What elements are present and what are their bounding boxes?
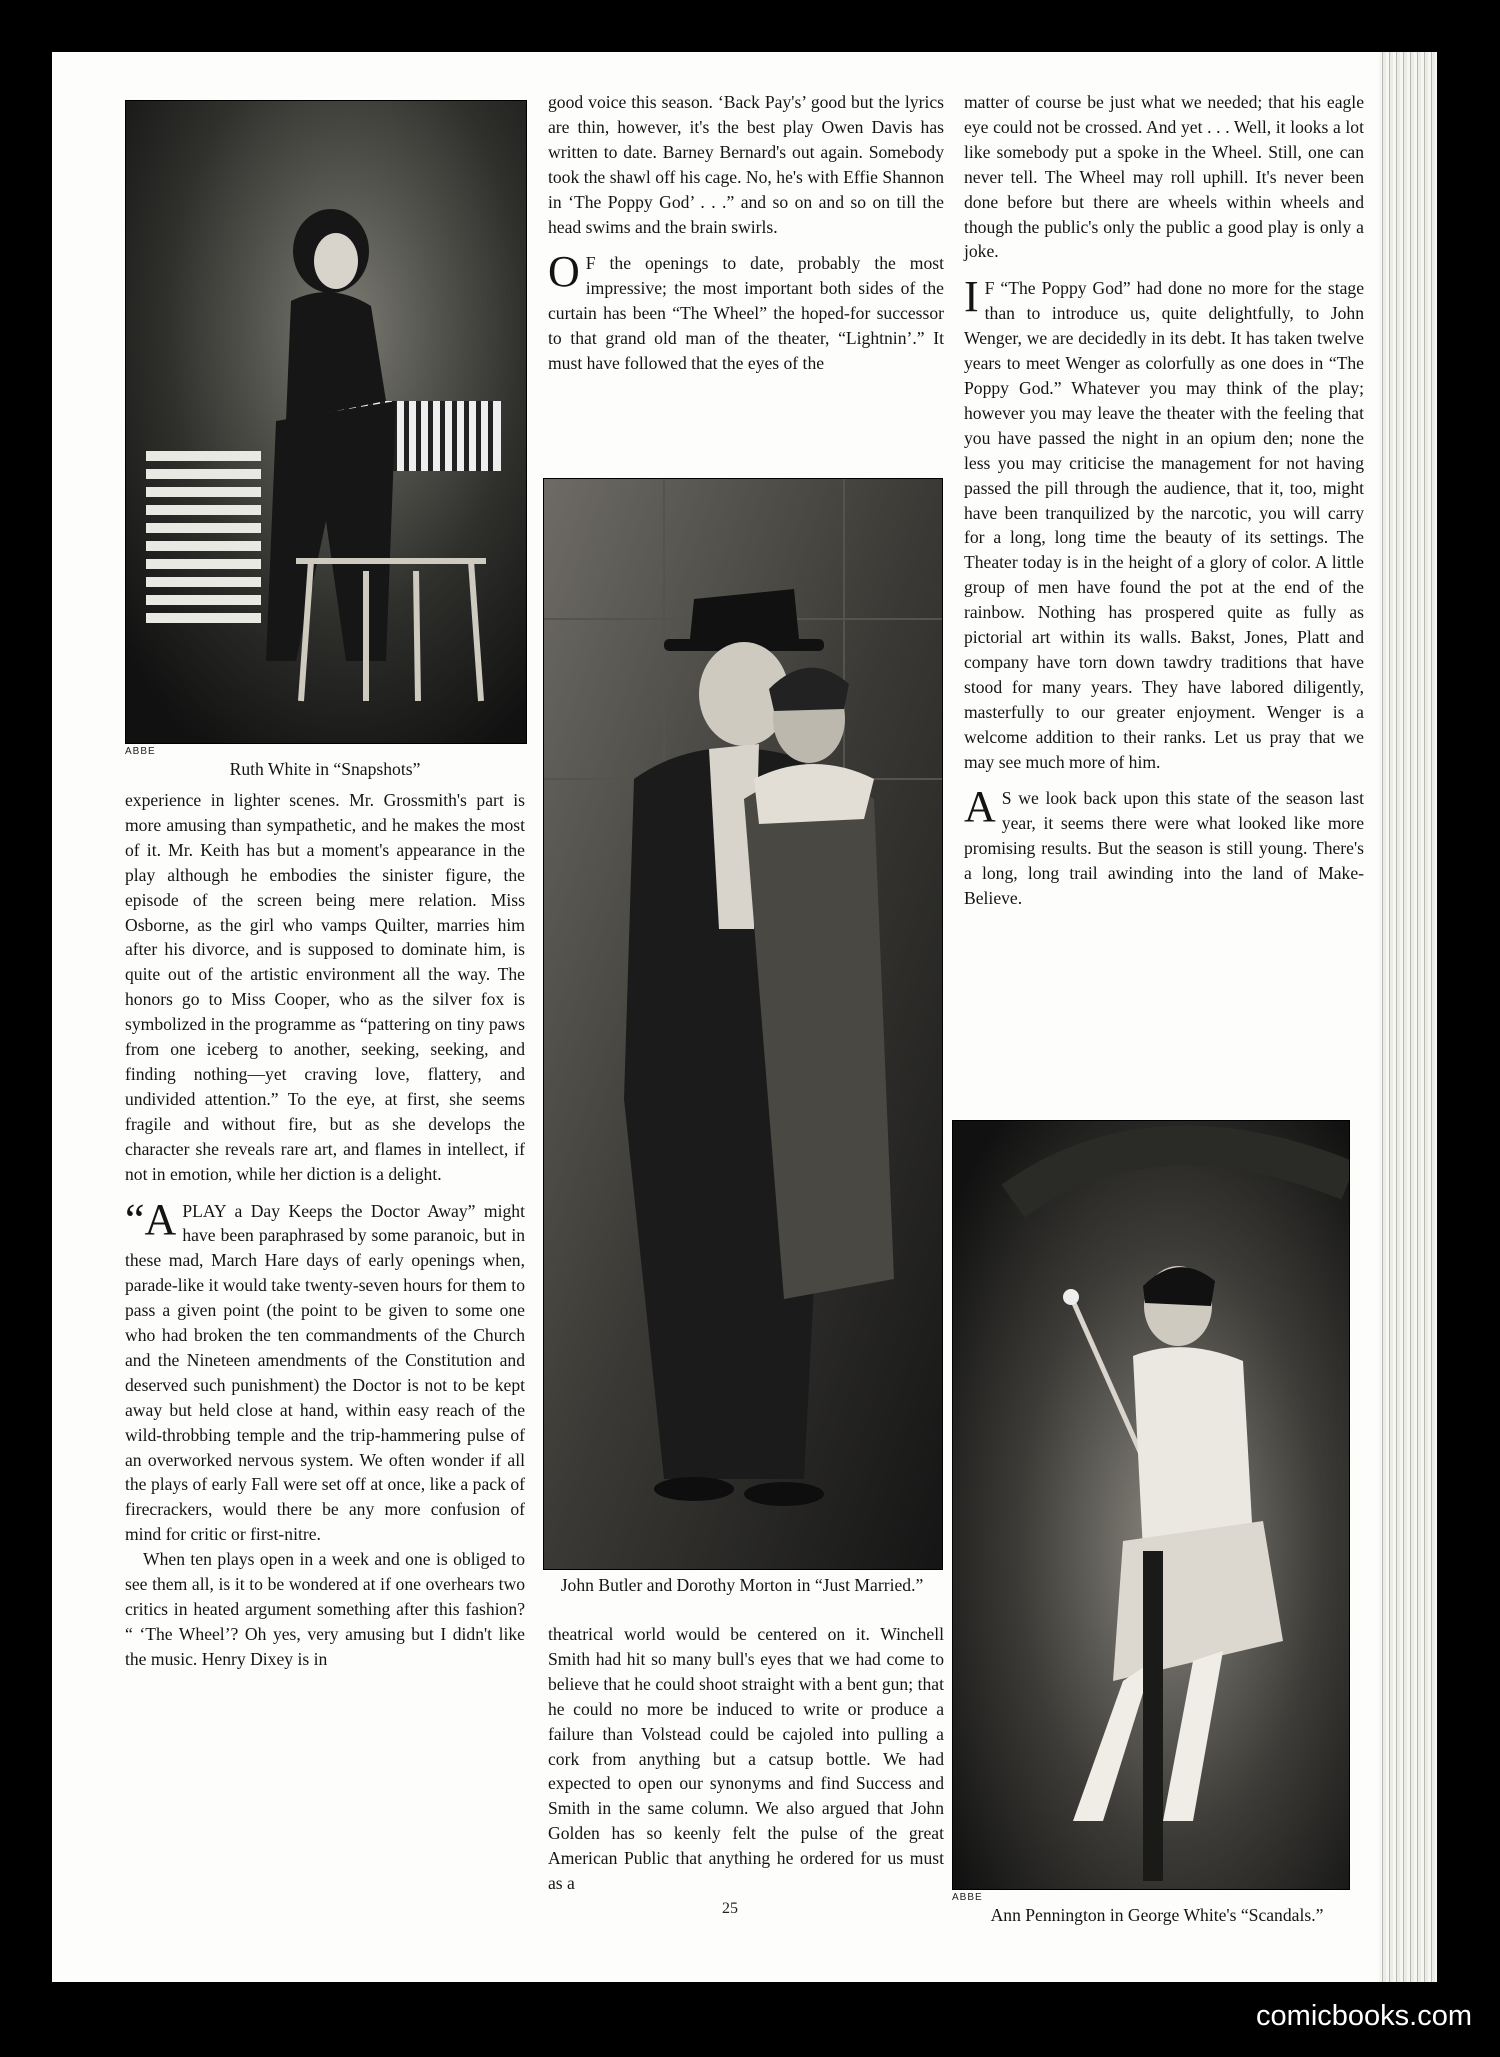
- page-edge: [1379, 52, 1437, 1982]
- col2-paragraph-2: O F the openings to date, probably the most impressive; the most important both sides of the curtain has been “The Wheel” the hoped-for successor to that grand old man of the theater, “Lightnin’.” It must have followed that the eyes of the: [548, 247, 944, 374]
- page-number: 25: [722, 1900, 738, 1917]
- col3-paragraph-2: I F “The Poppy God” had done no more for the stage than to introduce us, quite delightfully, to John Wenger, we are decidedly in its debt. It has taken twelve years to meet Wenger as colorfully as one does in “The Poppy God.” Whatever you may think of the play; however you may leave the theater with the feeling that you have passed the night in an opium den; none the less you may criticise the management for not having passed the pill through the audience, that it, too, might have been tranquilized by the narcotic, you will carry for a long, long time the beauty of its settings. The Theater today is in the height of a glory of color. A little group of men have found the pot at the end of the rainbow. Nothing has prospered quite as fully as pictorial art within its walls. Bakst, Jones, Platt and company have torn down tawdry traditions that have stood for many years. They have labored diligently, masterfully to our greater enjoyment. Wenger is a welcome addition to their ranks. Let us pray that we may see much more of him.: [964, 272, 1364, 772]
- photo2-caption: John Butler and Dorothy Morton in “Just Married.”: [560, 1575, 924, 1595]
- drop-cap: I: [964, 272, 979, 322]
- col2-paragraph-1: good voice this season. ‘Back Pay's’ good but the lyrics are thin, however, it's the best play Owen Davis has written to date. Barney Bernard's out again. Somebody took the shawl off his cage. No, he's with Effie Shannon in ‘The Poppy God’ . . .” and so on and so on till the head swims and the brain swirls.: [548, 92, 944, 237]
- drop-cap: O: [548, 247, 580, 297]
- ruth-white-image: [126, 101, 526, 743]
- column-3: [964, 90, 1364, 911]
- photo1-caption: Ruth White in “Snapshots”: [229, 759, 421, 779]
- col1-paragraph-3: When ten plays open in a week and one is obliged to see them all, is it to be wondered at if one overhears two critics in heated argument something after this fashion? “ ‘The Wheel’? Oh yes, very amusing but I didn't like the music. Henry Dixey is in: [125, 1549, 525, 1669]
- drop-cap: A: [964, 782, 996, 832]
- col1-paragraph-2: “A PLAY a Day Keeps the Doctor Away” might have been paraphrased by some paranoic, but in these mad, March Hare days of early openings when, parade-like it would take twenty-seven hours for them to pass a given point (the point to be given to some one who had broken the ten commandments of the Church and the Nineteen amendments of the Constitution and deserved such punishment) the Doctor is not to be kept away but held close at hand, within easy reach of the wild-throbbing temple and the trip-hammering pulse of an overworked nervous system. We often wonder if all the plays of early Fall were set off at once, like a pack of firecrackers, would there be any more confusion of mind for critic or first-nitre.: [125, 1194, 525, 1545]
- photo-ann-pennington: [952, 1120, 1350, 1890]
- column-1: [125, 788, 525, 1672]
- ann-pennington-image: [953, 1121, 1349, 1889]
- magazine-page: [52, 52, 1437, 1982]
- col2-paragraph-3: theatrical world would be centered on it. Winchell Smith had hit so many bull's eyes that we had come to believe that he could shoot straight with a bent gun; that he could no more be induced to write or produce a failure than Volstead could be cajoled into pulling a cork from anything but a catsup bottle. We had expected to open our synonyms and find Success and Smith in the same column. We also argued that John Golden has so keenly felt the pulse of the great American Public that anything he ordered for us must as a: [548, 1624, 944, 1894]
- photo3-caption: Ann Pennington in George White's “Scandals.”: [990, 1905, 1324, 1925]
- photo1-credit: ABBE: [125, 746, 156, 757]
- column-2-top: [548, 90, 944, 376]
- photo3-credit: ABBE: [952, 1892, 983, 1903]
- col1-paragraph-1: experience in lighter scenes. Mr. Grossmith's part is more amusing than sympathetic, and he makes the most of it. Mr. Keith has but a moment's appearance in the play although he embodies the sinister figure, the episode of the screen being mere relation. Miss Osborne, as the girl who vamps Quilter, marries him after his divorce, and is supposed to dominate him, is quite out of the artistic environment all the way. The honors go to Miss Cooper, who as the silver fox is symbolized in the programme as “pattering on tiny paws from one iceberg to another, seeking, seeking, and finding nothing—yet craving love, flattery, and undivided attention.” To the eye, at first, she seems fragile and without fire, but as she develops the character she reveals rare art, and flames in intellect, if not in emotion, while her diction is a delight.: [125, 790, 525, 1184]
- column-2-bottom: [548, 1622, 944, 1896]
- photo-butler-morton: [543, 478, 943, 1570]
- col3-paragraph-3: A S we look back upon this state of the season last year, it seems there were what looked like more promising results. But the season is still young. There's a long, long trail awinding into the land of Make-Believe.: [964, 782, 1364, 909]
- photo-ruth-white: [125, 100, 527, 744]
- col3-paragraph-1: matter of course be just what we needed; that his eagle eye could not be crossed. And yet . . . Well, it looks a lot like somebody put a spoke in the Wheel. Still, one can never tell. The Wheel may roll uphill. It's never been done before but there are wheels within wheels and though the public's only the public a good play is only a joke.: [964, 92, 1364, 262]
- watermark: comicbooks.com: [1256, 2000, 1472, 2032]
- butler-morton-image: [544, 479, 942, 1569]
- drop-cap: “A: [125, 1194, 177, 1244]
